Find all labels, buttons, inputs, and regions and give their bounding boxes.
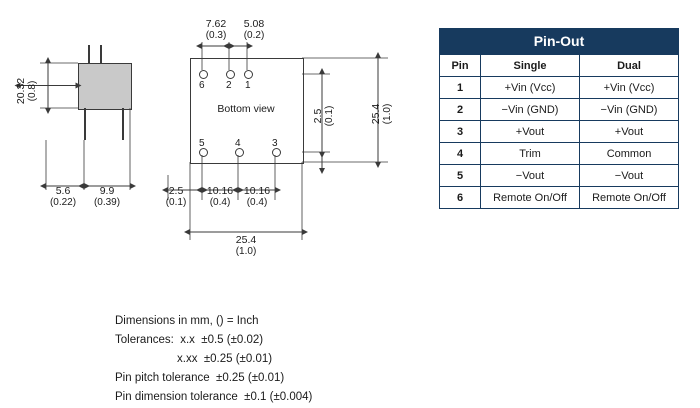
side-view-pin-2	[122, 108, 124, 140]
dim-outer-height-mm: 25.4	[370, 103, 382, 125]
pinout-header-row	[440, 55, 679, 77]
pad-3	[272, 148, 281, 157]
dim-side-height-mm: 20.32	[15, 77, 27, 105]
dim-bottom-25-mm: 2.5	[168, 185, 184, 197]
pinout-cell-pin: 4	[440, 143, 481, 165]
note-line-2: Tolerances: x.x ±0.5 (±0.02)	[115, 334, 264, 346]
table-row	[440, 143, 679, 165]
pad-label-6: 6	[199, 80, 205, 91]
dim-side-right	[79, 185, 135, 209]
side-view-body	[78, 63, 132, 110]
table-row	[440, 77, 679, 99]
dim-pitch-1-mm: 10.16	[206, 185, 234, 197]
pinout-cell-single: −Vout	[481, 165, 580, 187]
pinout-cell-pin: 3	[440, 121, 481, 143]
side-view-lead-top-1	[88, 45, 90, 63]
pad-label-3: 3	[272, 138, 278, 149]
dim-pitch-2-inch: (0.4)	[246, 197, 268, 208]
pinout-cell-dual: Common	[580, 143, 679, 165]
pinout-cell-dual: Remote On/Off	[580, 187, 679, 209]
dim-outer-height-inch: (1.0)	[382, 103, 393, 125]
dim-width-254	[218, 234, 274, 258]
pinout-title: Pin-Out	[439, 28, 679, 54]
bottom-view-label: Bottom view	[217, 103, 275, 115]
pad-label-1: 1	[245, 80, 251, 91]
pinout-cell-pin: 2	[440, 99, 481, 121]
pinout-cell-dual: −Vin (GND)	[580, 99, 679, 121]
pinout-cell-dual: +Vin (Vcc)	[580, 77, 679, 99]
dim-side-left-mm: 5.6	[55, 185, 71, 197]
note-line-5: Pin dimension tolerance ±0.1 (±0.004)	[115, 391, 313, 403]
dim-bottom-25-inch: (0.1)	[165, 197, 187, 208]
pad-2	[226, 70, 235, 79]
dim-inner-height-inch: (0.1)	[324, 105, 335, 127]
pad-label-4: 4	[235, 138, 241, 149]
pinout-cell-single: Trim	[481, 143, 580, 165]
pad-6	[199, 70, 208, 79]
note-line-3: x.xx ±0.25 (±0.01)	[177, 353, 273, 365]
table-row	[440, 165, 679, 187]
table-row	[440, 121, 679, 143]
dim-pitch-2-mm: 10.16	[243, 185, 271, 197]
pinout-cell-dual: +Vout	[580, 121, 679, 143]
pinout-header-dual: Dual	[580, 55, 679, 77]
pinout-cell-dual: −Vout	[580, 165, 679, 187]
dim-top-762-mm: 7.62	[205, 18, 227, 30]
pad-4	[235, 148, 244, 157]
note-line-4: Pin pitch tolerance ±0.25 (±0.01)	[115, 372, 285, 384]
pinout-cell-pin: 1	[440, 77, 481, 99]
side-view-pin-1	[84, 108, 86, 140]
dim-pitch-2	[229, 185, 285, 209]
pinout-cell-single: −Vin (GND)	[481, 99, 580, 121]
notes-block	[115, 312, 312, 407]
pinout-cell-single: +Vout	[481, 121, 580, 143]
dim-inner-height-mm: 2.5	[312, 108, 324, 124]
side-view-lead-top-2	[100, 45, 102, 63]
pad-5	[199, 148, 208, 157]
dim-width-254-inch: (1.0)	[235, 246, 257, 257]
pinout-cell-single: Remote On/Off	[481, 187, 580, 209]
table-row	[440, 187, 679, 209]
pinout-cell-pin: 6	[440, 187, 481, 209]
pinout-table	[439, 28, 679, 209]
dim-top-508-inch: (0.2)	[243, 30, 265, 41]
dim-side-right-inch: (0.39)	[93, 197, 121, 208]
table-row	[440, 99, 679, 121]
dim-top-508	[226, 18, 282, 42]
dim-outer-height-254	[370, 84, 394, 144]
dim-side-right-mm: 9.9	[99, 185, 115, 197]
pinout-header-pin: Pin	[440, 55, 481, 77]
dim-top-762-inch: (0.3)	[205, 30, 227, 41]
dim-side-height-inch: (0.8)	[27, 80, 38, 102]
pinout-cell-single: +Vin (Vcc)	[481, 77, 580, 99]
dim-side-left-inch: (0.22)	[49, 197, 77, 208]
pinout-header-single: Single	[481, 55, 580, 77]
dim-width-254-mm: 25.4	[235, 234, 257, 246]
dim-top-508-mm: 5.08	[243, 18, 265, 30]
pad-label-5: 5	[199, 138, 205, 149]
dim-pitch-1-inch: (0.4)	[209, 197, 231, 208]
pinout-cell-pin: 5	[440, 165, 481, 187]
dim-inner-height-25	[312, 88, 336, 144]
pad-1	[244, 70, 253, 79]
pad-label-2: 2	[226, 80, 232, 91]
note-line-1: Dimensions in mm, () = Inch	[115, 315, 259, 327]
dim-side-height	[15, 61, 39, 121]
